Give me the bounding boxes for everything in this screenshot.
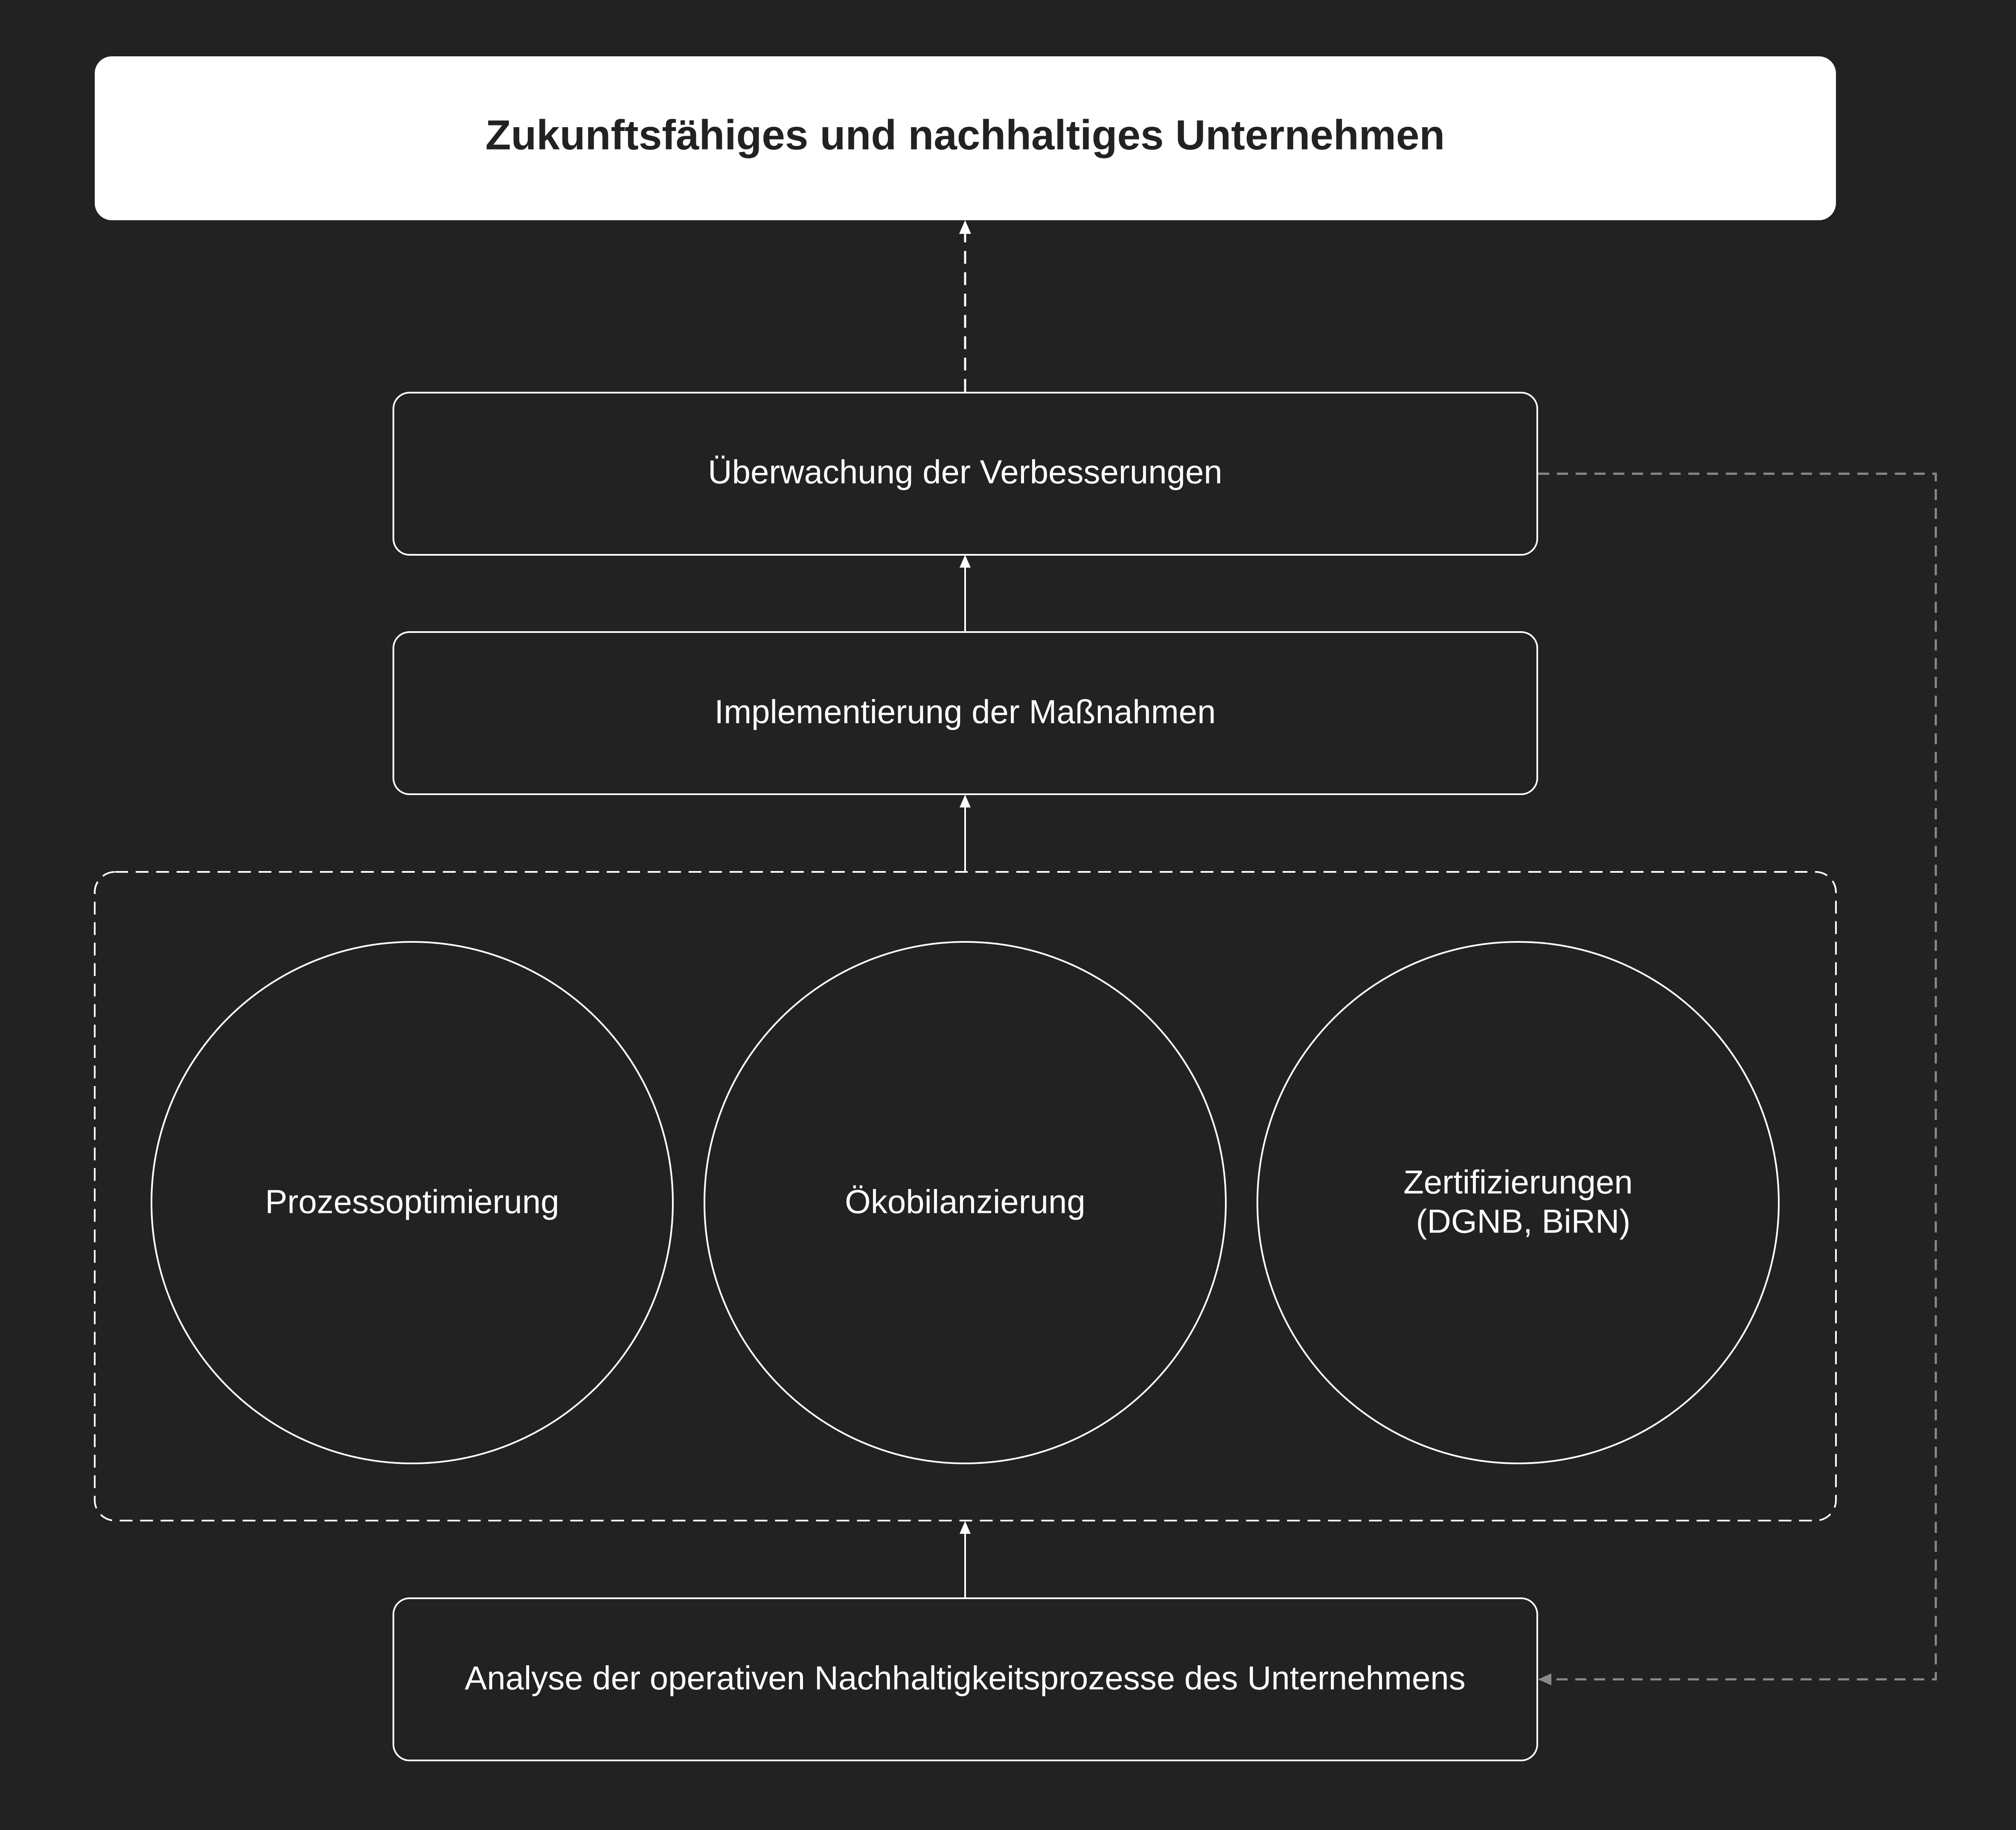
monitoring-box (393, 393, 1537, 555)
method-process-circle (151, 942, 673, 1463)
arrow-methods-to-implementation (960, 795, 971, 871)
arrow-monitoring-to-goal (959, 220, 971, 392)
analysis-label: Analyse der operativen Nachhaltigkeitsprozesse des Unternehmens (465, 1659, 1466, 1697)
feedback-loop-arrow (1538, 474, 1936, 1685)
implementation-box (393, 632, 1537, 794)
method-ecobalance-label: Ökobilanzierung (845, 1183, 1085, 1221)
monitoring-label: Überwachung der Verbesserungen (708, 453, 1222, 491)
goal-box (95, 56, 1836, 220)
goal-label: Zukunftsfähiges und nachhaltiges Unternehmen (485, 111, 1445, 158)
method-certification-circle (1257, 942, 1779, 1463)
method-ecobalance-circle (704, 942, 1226, 1463)
method-certification-label-line1: Zertifizierungen (1403, 1163, 1633, 1201)
method-process-label: Prozessoptimierung (265, 1183, 559, 1221)
implementation-label: Implementierung der Maßnahmen (714, 693, 1216, 731)
analysis-box (393, 1598, 1537, 1760)
arrow-analysis-to-methods (960, 1521, 971, 1598)
method-certification-label-line2: (DGNB, BiRN) (1416, 1202, 1631, 1240)
methods-group (95, 872, 1836, 1521)
arrow-implementation-to-monitoring (960, 555, 971, 632)
